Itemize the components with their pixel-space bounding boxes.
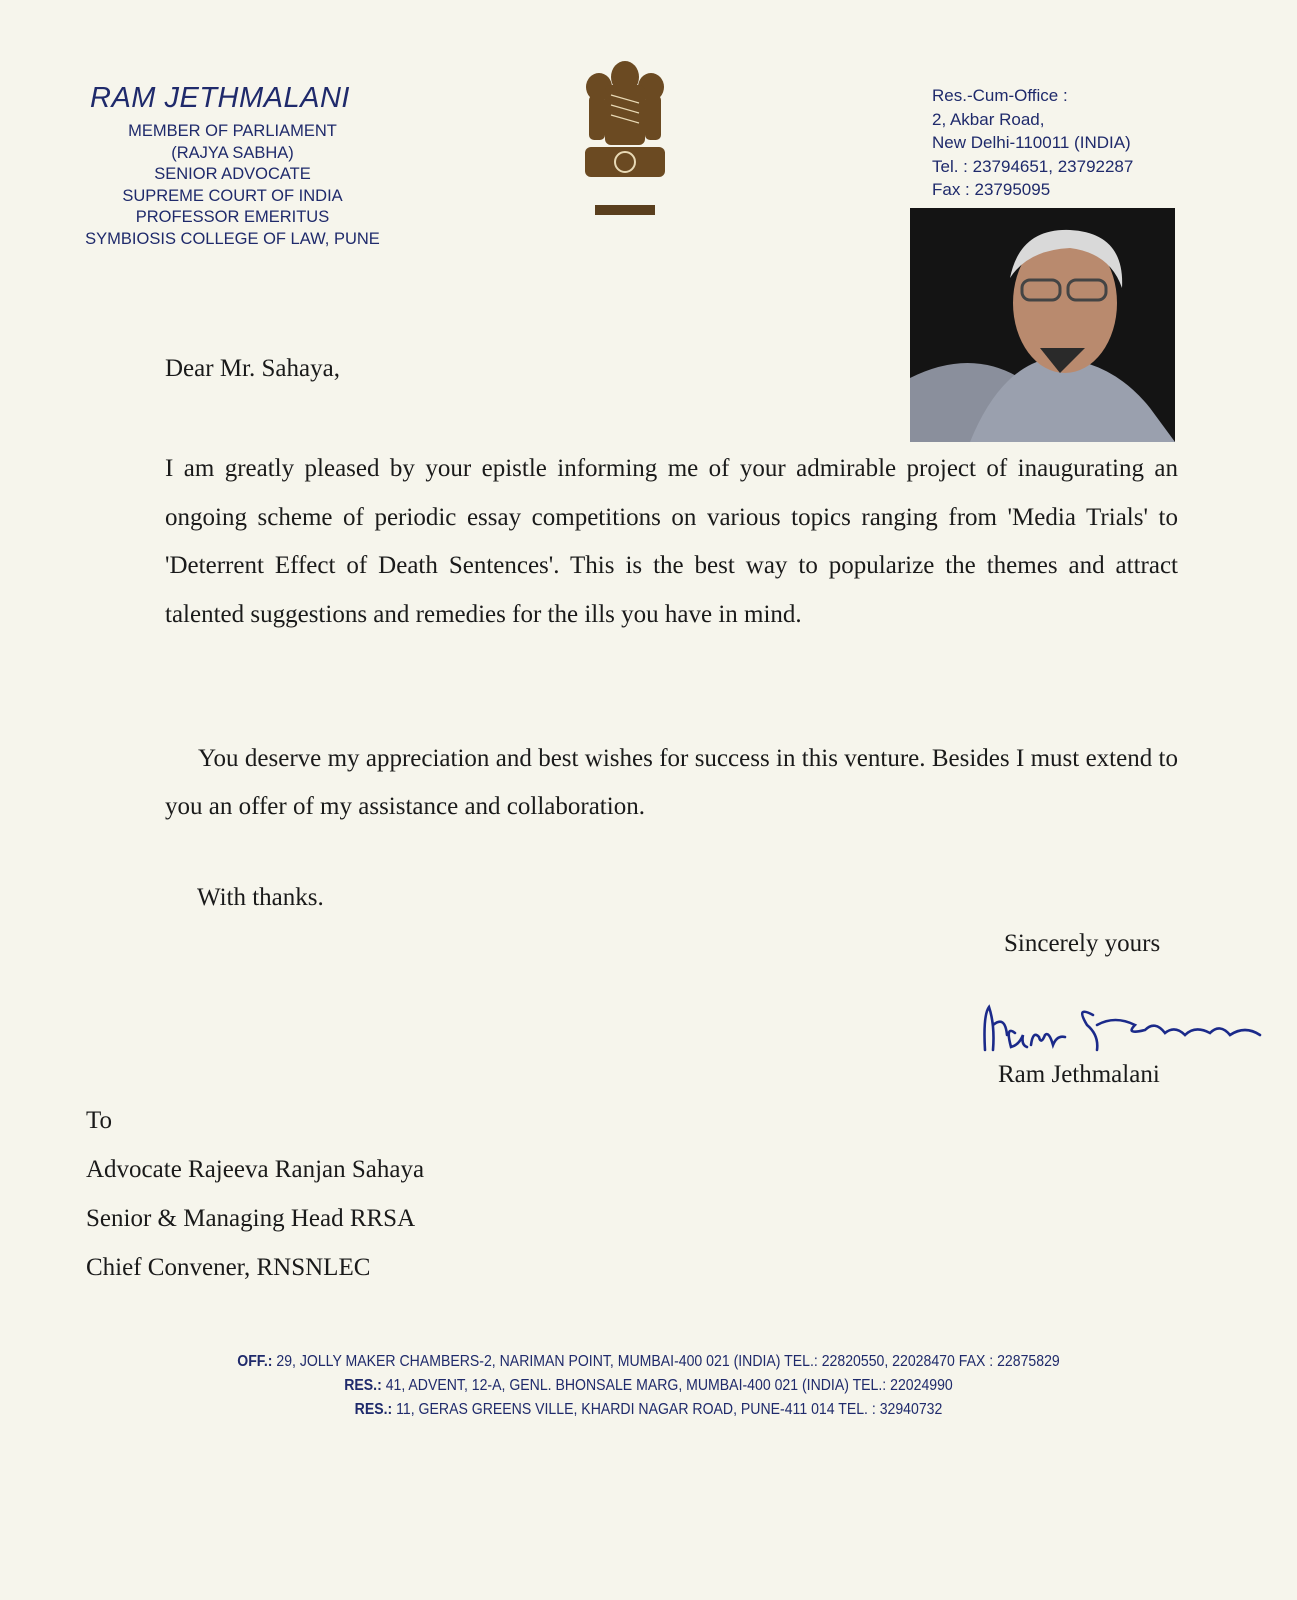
- address-line: Fax : 23795095: [932, 180, 1051, 199]
- recipient-line: Senior & Managing Head RRSA: [86, 1205, 416, 1232]
- footer-label: OFF.:: [237, 1353, 273, 1370]
- to-label: To: [86, 1107, 113, 1134]
- footer-line: [131, 1350, 1167, 1374]
- footer-line: [131, 1374, 1167, 1398]
- body-paragraph: You deserve my appreciation and best wishes for success in this venture. Besides I must extend to you an offer of my assistance and collaboration.: [165, 745, 1178, 820]
- national-emblem-icon: [575, 55, 675, 225]
- recipient-line: Chief Convener, RNSNLEC: [86, 1254, 371, 1281]
- handwritten-signature: [975, 995, 1265, 1065]
- thanks-line: With thanks.: [197, 884, 324, 911]
- footer-label: RES.:: [354, 1401, 393, 1418]
- signer-name: Ram Jethmalani: [998, 1061, 1160, 1088]
- address-line: New Delhi-110011 (INDIA): [932, 133, 1131, 152]
- portrait-photo: [910, 208, 1175, 442]
- recipient-block: [86, 1096, 424, 1292]
- footer-text: 41, ADVENT, 12-A, GENL. BHONSALE MARG, MUMBAI-400 021 (INDIA) TEL.: 22024990: [381, 1377, 953, 1394]
- title-line: SENIOR ADVOCATE: [154, 165, 311, 183]
- footer-line: [131, 1398, 1167, 1422]
- sender-name: RAM JETHMALANI: [90, 82, 350, 114]
- recipient-line: Advocate Rajeeva Ranjan Sahaya: [86, 1156, 425, 1183]
- title-line: (RAJYA SABHA): [171, 143, 294, 162]
- salutation: Dear Mr. Sahaya,: [165, 355, 340, 382]
- title-line: PROFESSOR EMERITUS: [135, 208, 330, 226]
- footer-text: 29, JOLLY MAKER CHAMBERS-2, NARIMAN POINT, MUMBAI-400 021 (INDIA) TEL.: 22820550, 22028470 FAX : 22875829: [272, 1353, 1060, 1370]
- footer-text: 11, GERAS GREENS VILLE, KHARDI NAGAR ROAD, PUNE-411 014 TEL. : 32940732: [392, 1401, 943, 1418]
- title-line: MEMBER OF PARLIAMENT: [128, 122, 337, 140]
- office-address: [932, 84, 1133, 202]
- title-line: SYMBIOSIS COLLEGE OF LAW, PUNE: [85, 229, 380, 248]
- address-line: Res.-Cum-Office :: [932, 86, 1068, 105]
- footer-addresses: [131, 1350, 1167, 1422]
- address-line: 2, Akbar Road,: [932, 109, 1045, 129]
- body-paragraph: I am greatly pleased by your epistle informing me of your admirable project of inaugurating an ongoing scheme of periodic essay competitions on various topics ranging from 'Media Trials' to 'Deterrent Effect of Death Sentences'. This is the best way to popularize the themes and attract talented suggestions and remedies for the ills you have in mind.: [165, 455, 1178, 628]
- footer-label: RES.:: [344, 1377, 382, 1394]
- closing: Sincerely yours: [1004, 930, 1161, 957]
- address-line: Tel. : 23794651, 23792287: [932, 156, 1134, 176]
- sender-titles: [60, 121, 405, 250]
- title-line: SUPREME COURT OF INDIA: [122, 186, 343, 205]
